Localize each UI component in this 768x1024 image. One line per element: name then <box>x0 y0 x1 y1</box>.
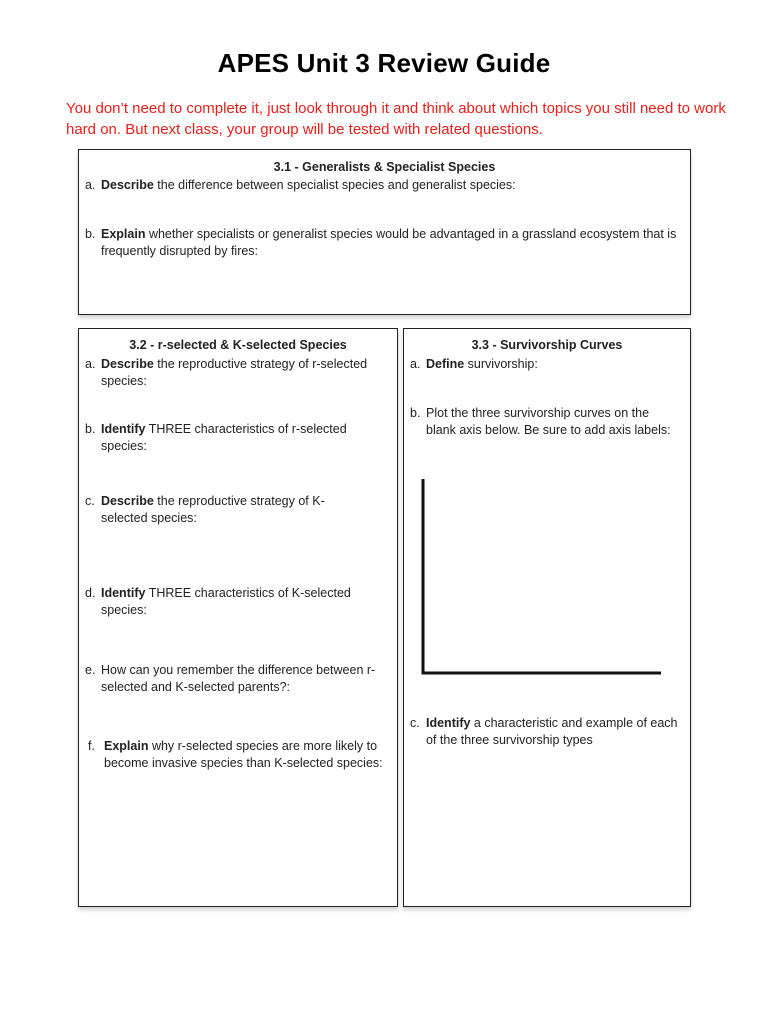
item-text: the reproductive strategy of r-selected species: <box>101 357 368 388</box>
item-verb: Identify <box>101 586 146 600</box>
item-text: Plot the three survivorship curves on the blank axis below. Be sure to add axis labels: <box>426 406 671 437</box>
section-33-box <box>403 328 691 907</box>
item-verb: Identify <box>101 422 146 436</box>
item-verb: Describe <box>101 178 154 192</box>
section-32-title: 3.2 - r-selected & K-selected Species <box>129 338 347 352</box>
item-text: THREE characteristics of r-selected species: <box>101 422 347 453</box>
item-text: survivorship: <box>464 357 538 371</box>
item-verb: Explain <box>101 227 146 241</box>
section-32-item-a <box>85 356 390 390</box>
section-32-item-b <box>85 421 390 455</box>
page-title: APES Unit 3 Review Guide <box>217 48 551 78</box>
item-letter: a. <box>85 178 96 192</box>
section-31-item-b <box>85 226 685 260</box>
blank-survivorship-axes <box>416 477 676 687</box>
section-32-item-f <box>88 738 383 772</box>
section-32-box <box>78 328 398 907</box>
item-text: the difference between specialist species and generalist species: <box>153 178 516 192</box>
item-verb: Describe <box>101 357 154 371</box>
section-31-item-a <box>85 177 685 194</box>
section-31-title: 3.1 - Generalists & Specialist Species <box>273 160 496 174</box>
item-letter: a. <box>410 357 421 371</box>
item-letter: e. <box>85 663 96 677</box>
section-33-item-a <box>410 356 682 373</box>
item-text: a characteristic and example of each of the three survivorship types <box>426 716 678 747</box>
item-verb: Define <box>426 357 465 371</box>
item-text: THREE characteristics of K-selected species: <box>101 586 351 617</box>
section-33-item-b <box>410 405 682 439</box>
item-text: why r-selected species are more likely to become invasive species than K-selected species: <box>104 739 383 770</box>
item-letter: b. <box>85 422 96 436</box>
item-text: How can you remember the difference between r-selected and K-selected parents?: <box>101 663 376 694</box>
item-letter: a. <box>85 357 96 371</box>
section-32-item-e <box>85 662 390 696</box>
section-31-box <box>78 149 691 315</box>
section-32-item-c <box>85 493 335 527</box>
item-verb: Describe <box>101 494 154 508</box>
item-text: whether specialists or generalist species would be advantaged in a grassland ecosystem that is frequently disrupted by fires: <box>101 227 677 258</box>
item-letter: b. <box>85 227 96 241</box>
section-32-item-d <box>85 585 390 619</box>
item-letter: b. <box>410 406 421 420</box>
item-verb: Identify <box>426 716 471 730</box>
notice-text: You don’t need to complete it, just look through it and think about which topics you still need to work hard on. But next class, your group will be tested with related questions. <box>66 100 726 138</box>
item-verb: Explain <box>104 739 149 753</box>
item-letter: c. <box>410 716 420 730</box>
item-letter: c. <box>85 494 95 508</box>
item-letter: d. <box>85 586 96 600</box>
section-33-title: 3.3 - Survivorship Curves <box>471 338 623 352</box>
item-letter: f. <box>88 739 95 753</box>
item-text: the reproductive strategy of K-selected species: <box>101 494 325 525</box>
section-33-item-c <box>410 715 682 749</box>
